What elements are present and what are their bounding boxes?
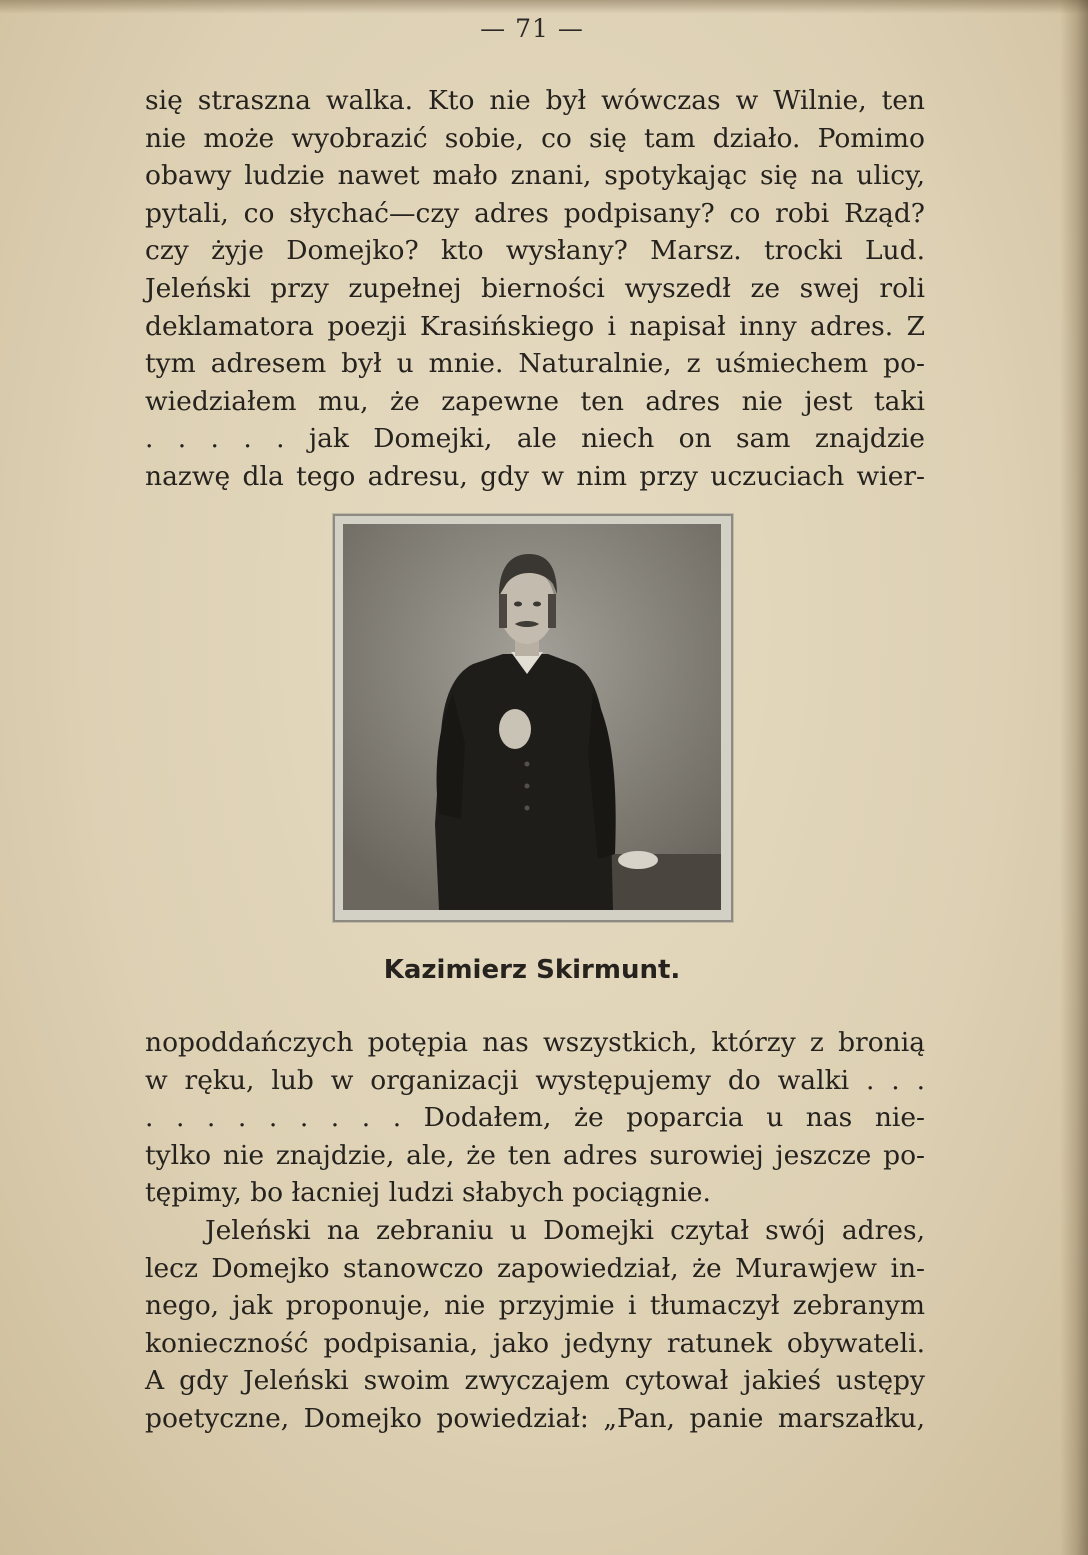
text-line: tylko nie znajdzie, ale, że ten adres surowiej jeszcze po- bbox=[145, 1139, 925, 1171]
text-line: A gdy Jeleński swoim zwyczajem cytował jakieś ustępy bbox=[145, 1365, 925, 1397]
text-line: deklamatora poezji Krasińskiego i napisał inny adres. Z bbox=[145, 310, 925, 342]
text-line: obawy ludzie nawet mało znani, spotykając się na ulicy, bbox=[145, 160, 925, 192]
text-line: w ręku, lub w organizacji występujemy do walki . . . bbox=[145, 1064, 925, 1096]
portrait-illustration bbox=[343, 524, 721, 910]
text-line: Jeleński przy zupełnej bierności wyszedł ze swej roli bbox=[145, 272, 925, 304]
page-top-shadow bbox=[0, 0, 1088, 14]
portrait-photo-frame bbox=[333, 514, 733, 922]
text-line: . . . . . jak Domejki, ale niech on sam znajdzie bbox=[145, 423, 925, 455]
page-binding-shadow bbox=[1060, 0, 1088, 1555]
text-block-top bbox=[145, 82, 925, 496]
text-line: wiedziałem mu, że zapewne ten adres nie jest taki bbox=[145, 385, 925, 417]
text-line: tym adresem był u mnie. Naturalnie, z uśmiechem po- bbox=[145, 348, 925, 380]
text-line: poetyczne, Domejko powiedział: „Pan, panie marszałku, bbox=[145, 1402, 925, 1434]
paragraph-first-line: Jeleński na zebraniu u Domejki czytał swój adres, bbox=[205, 1214, 925, 1246]
text-line: . . . . . . . . . Dodałem, że poparcia u nas nie- bbox=[145, 1102, 925, 1134]
text-line: czy żyje Domejko? kto wysłany? Marsz. trocki Lud. bbox=[145, 235, 925, 267]
text-line: nie może wyobrazić sobie, co się tam działo. Pomimo bbox=[145, 122, 925, 154]
text-line: pytali, co słychać—czy adres podpisany? co robi Rząd? bbox=[145, 197, 925, 229]
text-line: nego, jak proponuje, nie przyjmie i tłumaczył zebranym bbox=[145, 1290, 925, 1322]
text-line: konieczność podpisania, jako jedyny ratunek obywateli. bbox=[145, 1327, 925, 1359]
figure-caption: Kazimierz Skirmunt. bbox=[383, 955, 681, 985]
page-number: — 71 — bbox=[480, 14, 584, 43]
text-line: nazwę dla tego adresu, gdy w nim przy uczuciach wier- bbox=[145, 460, 925, 492]
text-line: nopoddańczych potępia nas wszystkich, którzy z bronią bbox=[145, 1027, 925, 1058]
text-line: tępimy, bo łacniej ludzi słabych pociągnie. bbox=[145, 1177, 711, 1209]
text-block-bottom bbox=[145, 1024, 925, 1438]
text-line: się straszna walka. Kto nie był wówczas w Wilnie, ten bbox=[145, 85, 925, 116]
portrait-photo bbox=[343, 524, 721, 910]
text-line: lecz Domejko stanowczo zapowiedział, że Murawjew in- bbox=[145, 1252, 925, 1284]
